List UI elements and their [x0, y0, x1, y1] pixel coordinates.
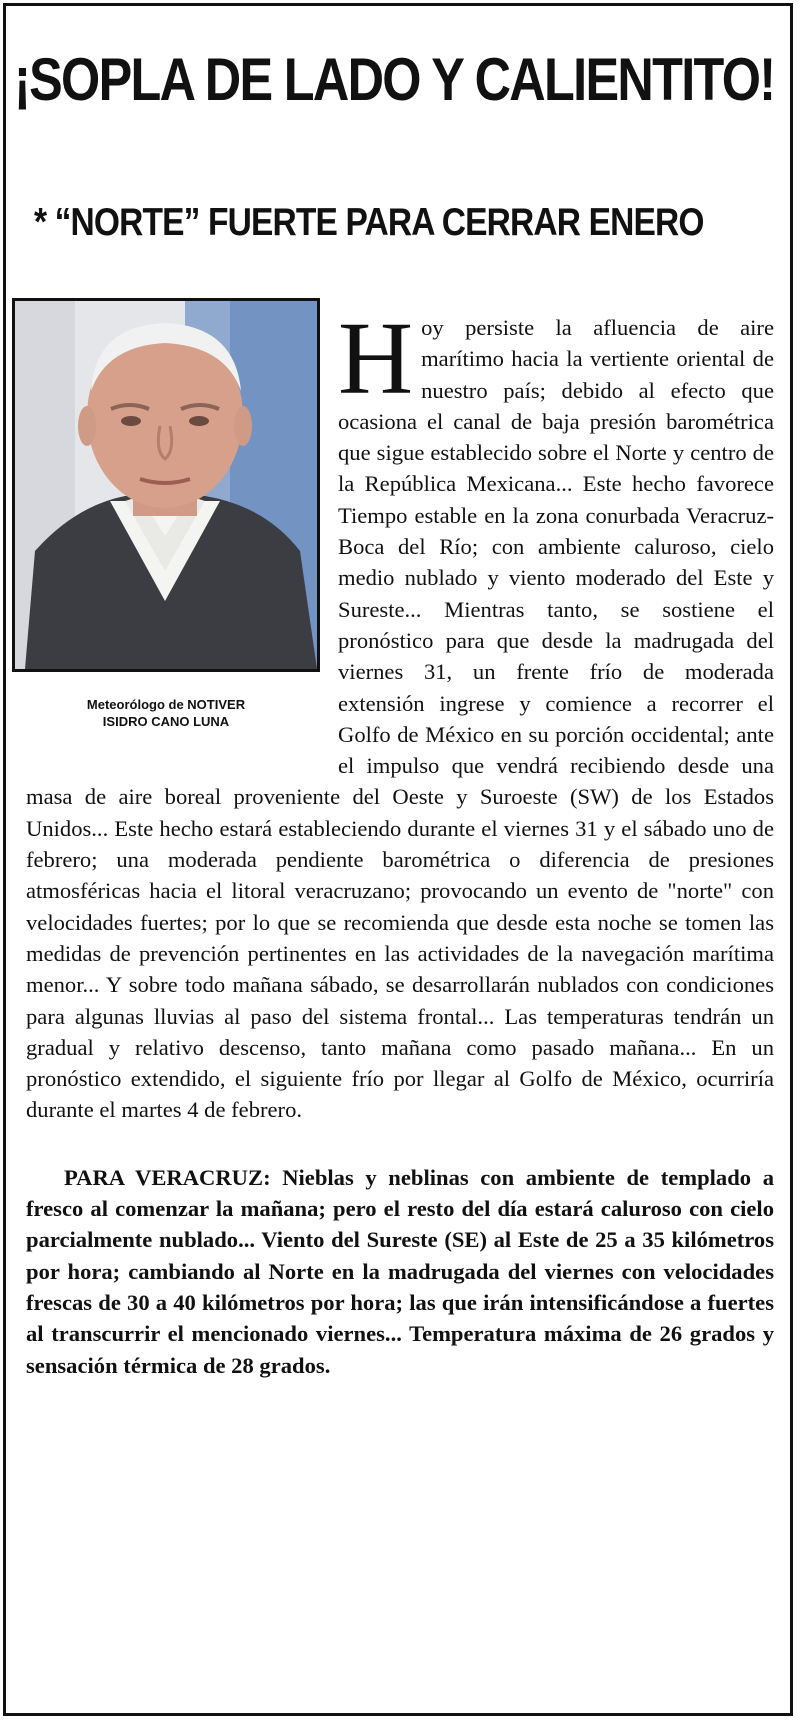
- paragraph-veracruz: PARA VERACRUZ: Nieblas y neblinas con ambiente de templado a fresco al comenzar la mañana; pero el resto del día estará caluroso con cielo parcialmente nublado... Viento del Sureste (SE) al Este de 25 a 35 kilómetros por hora; cambiando al Norte en la madrugada del viernes con velocidades frescas de 30 a 40 kilómetros por hora; las que irán intensificándose a fuertes al transcurrir el mencionado viernes... Temperatura máxima de 26 grados y sensación térmica de 28 grados.: [26, 1164, 774, 1378]
- paragraph-main-text: oy persiste la afluencia de aire marítimo hacia la vertiente oriental de nuestro país; debido al efecto que ocasiona el canal de baja presión barométrica que sigue establecido sobre el Norte y centro de la República Mexicana... Este hecho favorece Tiempo estable en la zona conurbada Veracruz-Boca del Río; con ambiente caluroso, cielo medio nublado y viento moderado del Este y Sureste... Mientras tanto, se sostiene el pronóstico para que desde la madrugada del viernes 31, un frente frío de moderada extensión ingrese y comience a recorrer el Golfo de México en su porción occidental; ante el impulso que vendrá recibiendo desde una masa de aire boreal proveniente del Oeste y Suroeste (SW) de los Estados Unidos... Este hecho estará estableciendo durante el viernes 31 y el sábado uno de febrero; una moderada pendiente barométrica o diferencia de presiones atmosféricas hacia el litoral veracruzano; provocando un evento de "norte" con velocidades fuertes; por lo que se recomienda que desde esta noche se tomen las medidas de prevención pertinentes en las actividades de la navegación marítima menor... Y sobre todo mañana sábado, se desarrollarán nublados con condiciones para algunas lluvias al paso del sistema frontal... Las temperaturas tendrán un gradual y relativo descenso, tanto mañana como pasado mañana... En un pronóstico extendido, el siguiente frío por llegar al Golfo de México, ocurriría durante el martes 4 de febrero.: [26, 315, 774, 1123]
- photo-wrap-space: [26, 312, 338, 756]
- headline: ¡SOPLA DE LADO Y CALIENTITO!: [14, 46, 775, 113]
- subheadline: * “NORTE” FUERTE PARA CERRAR ENERO: [34, 201, 704, 244]
- article-body: [26, 301, 774, 1381]
- caption-title: Meteorólogo de NOTIVER: [86, 697, 246, 712]
- drop-cap: H: [338, 301, 414, 416]
- caption-name: ISIDRO CANO LUNA: [102, 714, 230, 729]
